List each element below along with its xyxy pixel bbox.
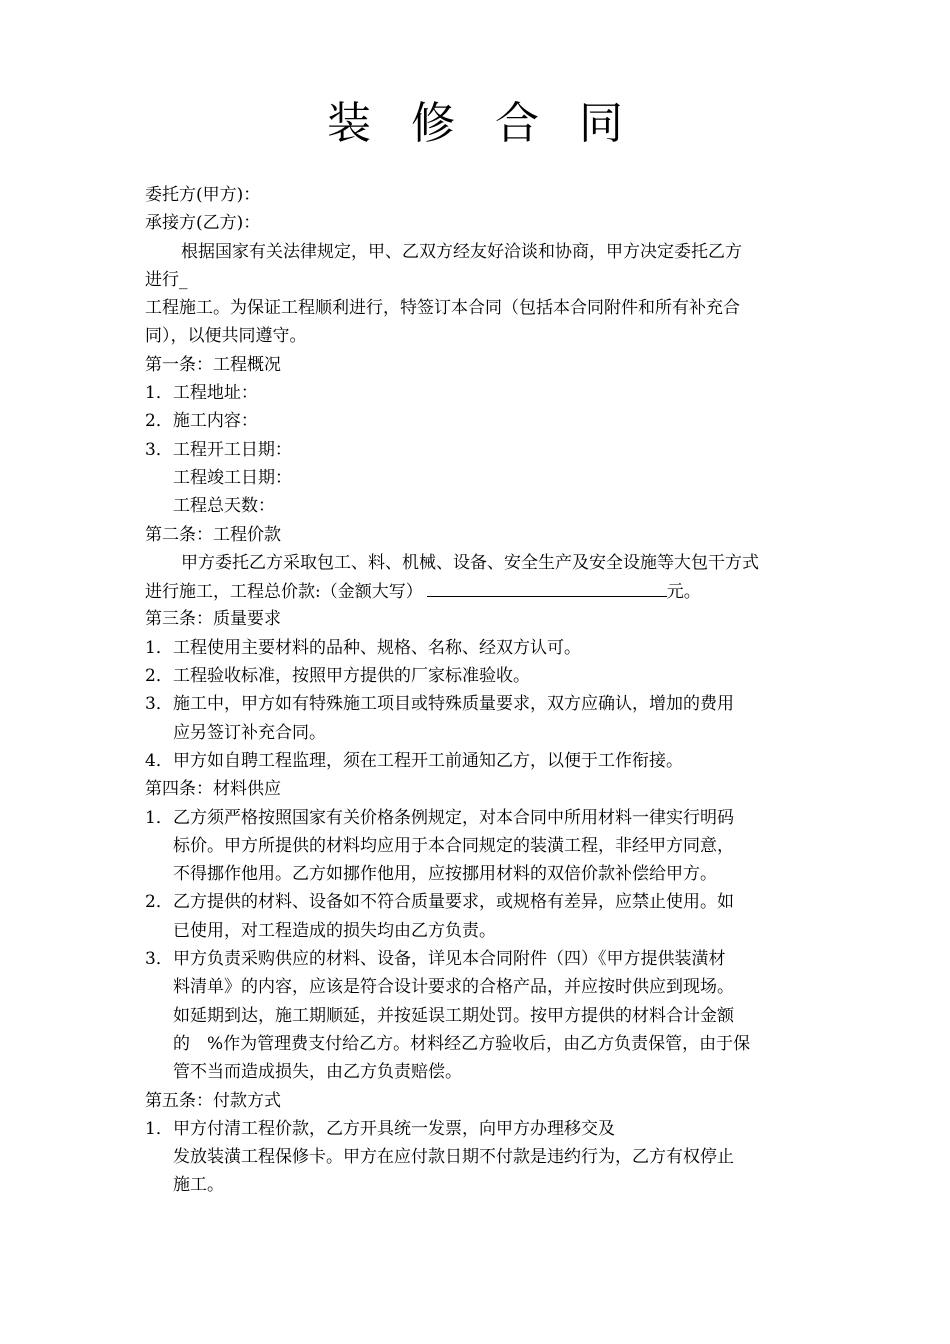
- article-5-heading: 第五条：付款方式: [145, 1090, 281, 1111]
- item-text: 发放装潢工程保修卡。甲方在应付款日期不付款是违约行为，乙方有权停止: [173, 1147, 734, 1168]
- construction-content: 2．施工内容：: [145, 411, 258, 432]
- completion-date: 工程竣工日期：: [173, 467, 292, 488]
- item-number: 1．: [145, 637, 173, 658]
- list-item: [145, 945, 810, 1086]
- item-text: 施工中，甲方如有特殊施工项目或特殊质量要求，双方应确认，增加的费用: [173, 694, 734, 715]
- list-item: [145, 888, 810, 945]
- list-item: [145, 747, 810, 775]
- price-prefix: 进行施工，工程总价款:（金额大写）: [145, 582, 423, 603]
- item-text: 不得挪作他用。乙方如挪作他用，应按挪用材料的双倍价款补偿给甲方。: [173, 864, 717, 885]
- item-text: 的 %作为管理费支付给乙方。材料经乙方验收后，由乙方负责保管，由于保: [173, 1033, 751, 1054]
- article-2-heading: 第二条：工程价款: [145, 524, 281, 545]
- item-number: 1．: [145, 1118, 173, 1139]
- list-item: [145, 634, 810, 662]
- title-char: 合: [495, 98, 539, 149]
- item-text: 甲方如自聘工程监理，须在工程开工前通知乙方，以便于工作衔接。: [173, 750, 683, 771]
- item-text: 甲方负责采购供应的材料、设备，详见本合同附件（四）《甲方提供装潢材: [173, 949, 726, 970]
- intro-line: 工程施工。为保证工程顺利进行，特签订本合同（包括本合同附件和所有补充合: [145, 298, 740, 319]
- item-text: 料清单》的内容，应该是符合设计要求的合格产品，并应按时供应到现场。: [173, 977, 734, 998]
- item-text: 乙方须严格按照国家有关价格条例规定，对本合同中所用材料一律实行明码: [173, 807, 734, 828]
- contract-body: [145, 181, 810, 1200]
- item-number: 2．: [145, 892, 173, 913]
- intro-line: 根据国家有关法律规定，甲、乙双方经友好洽谈和协商，甲方决定委托乙方: [181, 241, 742, 262]
- start-date: 3．工程开工日期：: [145, 439, 292, 460]
- list-item: [145, 690, 810, 747]
- item-text: 管不当而造成损失，由乙方负责赔偿。: [173, 1062, 462, 1083]
- item-text: 工程验收标准，按照甲方提供的厂家标准验收。: [173, 666, 530, 687]
- list-item: [145, 662, 810, 690]
- item-text: 已使用，对工程造成的损失均由乙方负责。: [173, 920, 496, 941]
- item-number: 3．: [145, 949, 173, 970]
- document-title: [0, 94, 950, 154]
- intro-line: 进行_: [145, 269, 188, 290]
- amount-blank[interactable]: [427, 577, 667, 597]
- item-number: 1．: [145, 807, 173, 828]
- price-line: [145, 577, 810, 605]
- item-number: 2．: [145, 666, 173, 687]
- item-text: 应另签订补充合同。: [173, 722, 326, 743]
- price-line: 甲方委托乙方采取包工、料、机械、设备、安全生产及安全设施等大包干方式: [181, 552, 759, 573]
- intro-line: 同），以便共同遵守。: [145, 326, 307, 347]
- item-text: 如延期到达，施工期顺延，并按延误工期处罚。按甲方提供的材料合计金额: [173, 1005, 734, 1026]
- item-text: 工程使用主要材料的品种、规格、名称、经双方认可。: [173, 637, 581, 658]
- title-char: 同: [579, 98, 623, 149]
- item-number: 4．: [145, 750, 173, 771]
- article-4-heading: 第四条：材料供应: [145, 779, 281, 800]
- item-number: 3．: [145, 694, 173, 715]
- item-text: 乙方提供的材料、设备如不符合质量要求，或规格有差异，应禁止使用。如: [173, 892, 734, 913]
- project-address: 1．工程地址：: [145, 383, 258, 404]
- item-text: 施工。: [173, 1175, 224, 1196]
- article-1-heading: 第一条：工程概况: [145, 354, 281, 375]
- client-label: 委托方(甲方)：: [145, 185, 261, 205]
- title-char: 修: [411, 98, 455, 149]
- title-char: 装: [327, 98, 371, 149]
- article-3-heading: 第三条：质量要求: [145, 609, 281, 630]
- list-item: [145, 804, 810, 889]
- list-item: [145, 1115, 810, 1200]
- item-text: 标价。甲方所提供的材料均应用于本合同规定的装潢工程，非经甲方同意，: [173, 835, 734, 856]
- total-days: 工程总天数：: [173, 496, 275, 517]
- item-text: 甲方付清工程价款，乙方开具统一发票，向甲方办理移交及: [173, 1118, 615, 1139]
- contractor-label: 承接方(乙方)：: [145, 213, 261, 234]
- price-suffix: 元。: [666, 582, 701, 603]
